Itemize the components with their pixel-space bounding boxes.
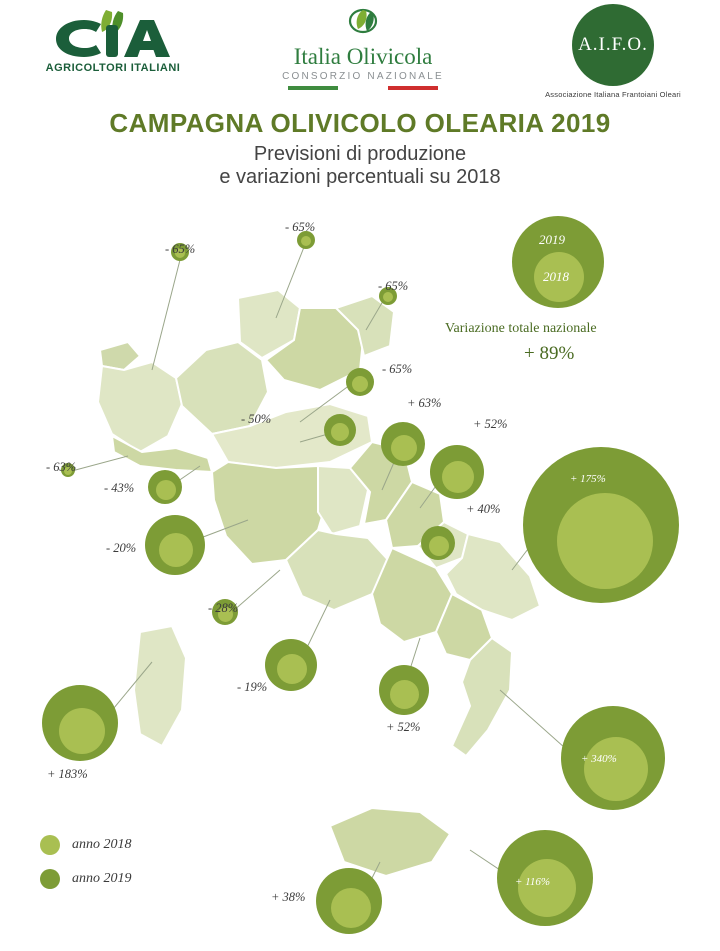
bubble-175[interactable] bbox=[523, 447, 679, 603]
label-65-c: - 65% bbox=[378, 279, 409, 293]
italia-olivicola-subtitle: CONSORZIO NAZIONALE bbox=[282, 71, 444, 83]
bubble-183[interactable] bbox=[42, 685, 118, 761]
bubble-340-label: + 340% bbox=[581, 753, 617, 765]
label-43: - 43% bbox=[104, 481, 135, 495]
label-19: - 19% bbox=[237, 680, 268, 694]
logo-bar bbox=[0, 0, 720, 100]
key-label-2018: 2018 bbox=[543, 269, 569, 284]
title-main: CAMPAGNA OLIVICOLO OLEARIA 2019 bbox=[109, 108, 611, 138]
bubble-38[interactable] bbox=[316, 868, 382, 934]
label-63-pos: + 63% bbox=[407, 396, 442, 410]
label-38: + 38% bbox=[271, 890, 306, 904]
aifo-emblem-icon bbox=[572, 4, 654, 86]
bubble-20[interactable] bbox=[145, 515, 205, 575]
label-52-a: + 52% bbox=[473, 417, 508, 431]
legend-dot-2019-icon bbox=[40, 869, 60, 889]
legend-item-2018 bbox=[40, 835, 132, 855]
bubble-63-pos[interactable] bbox=[381, 422, 425, 466]
aifo-logo bbox=[528, 4, 698, 99]
label-52-b: + 52% bbox=[386, 720, 421, 734]
bubble-175-label: + 175% bbox=[570, 473, 606, 485]
italian-flag-bar-icon bbox=[288, 86, 438, 90]
bubble-116-label: + 116% bbox=[515, 876, 551, 888]
bubble-52-a[interactable] bbox=[430, 445, 484, 499]
label-65-d: - 65% bbox=[382, 362, 413, 376]
aifo-title: A.I.F.O. bbox=[578, 34, 648, 55]
title-subtitle-1: Previsioni di produzione bbox=[253, 143, 467, 165]
cia-logo bbox=[28, 8, 198, 74]
legend-label-2019: anno 2019 bbox=[72, 871, 132, 886]
legend-label-2018: anno 2018 bbox=[72, 837, 132, 852]
label-40: + 40% bbox=[466, 502, 501, 516]
label-65-b: - 65% bbox=[285, 220, 316, 234]
aifo-caption: Associazione Italiana Frantoiani Oleari bbox=[545, 90, 681, 99]
label-63-neg: - 63% bbox=[46, 460, 77, 474]
bubble-43[interactable] bbox=[148, 470, 182, 504]
italia-olivicola-name: Italia Olivicola bbox=[293, 44, 433, 69]
bubble-50[interactable] bbox=[324, 414, 356, 446]
key-label-2019: 2019 bbox=[539, 232, 565, 247]
italia-olivicola-logo bbox=[268, 6, 458, 90]
label-65-a: - 65% bbox=[165, 242, 196, 256]
label-28: - 28% bbox=[208, 601, 239, 615]
legend-item-2019 bbox=[40, 869, 132, 889]
olive-branch-icon bbox=[268, 6, 458, 45]
bubble-52-b[interactable] bbox=[379, 665, 429, 715]
bubble-340[interactable] bbox=[561, 706, 665, 810]
bubble-65-d[interactable] bbox=[346, 368, 374, 396]
label-183: + 183% bbox=[47, 767, 88, 781]
bubble-19[interactable] bbox=[265, 639, 317, 691]
variation-total-value: + 89% bbox=[524, 343, 575, 364]
cia-logo-text: AGRICOLTORI ITALIANI bbox=[45, 62, 181, 74]
cia-mark-icon bbox=[28, 8, 198, 60]
bubble-40[interactable] bbox=[421, 526, 455, 560]
legend bbox=[40, 835, 132, 903]
label-50: - 50% bbox=[241, 412, 272, 426]
label-20: - 20% bbox=[106, 541, 137, 555]
title-subtitle-2: e variazioni percentuali su 2018 bbox=[219, 166, 501, 188]
legend-dot-2018-icon bbox=[40, 835, 60, 855]
bubble-116[interactable] bbox=[497, 830, 593, 926]
variation-total-title: Variazione totale nazionale bbox=[445, 321, 597, 336]
page-title bbox=[0, 108, 720, 189]
